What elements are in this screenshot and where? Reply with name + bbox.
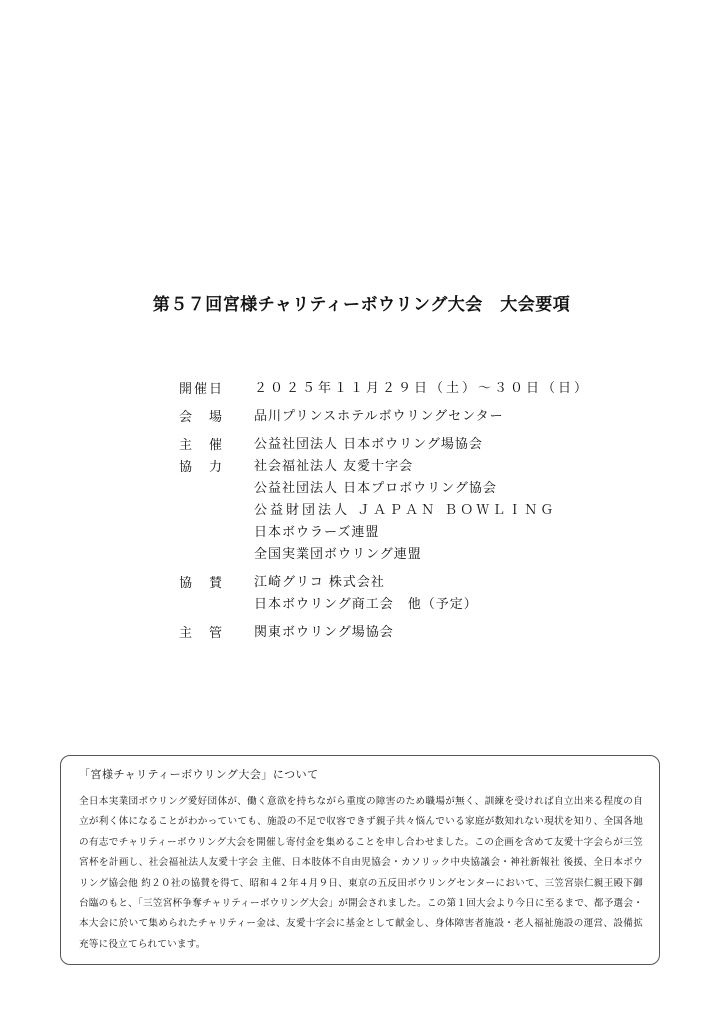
date-value: ２０２５年１１月２９日（土）～３０日（日） [254,381,591,396]
host-value: 公益社団法人 日本ボウリング場協会 [254,437,483,452]
venue-label: 会 場 [179,410,225,425]
host-label: 主 催 [179,438,225,453]
management-value: 関東ボウリング場協会 [254,625,394,640]
cooperation-label: 協 力 [179,460,225,475]
document-title: 第５７回宮様チャリティーボウリング大会 大会要項 [152,295,571,315]
cooperation-value-2: 公益社団法人 日本プロボウリング協会 [254,481,497,496]
detail-row-venue [179,406,504,428]
about-body: 全日本実業団ボウリング愛好団体が、働く意欲を持ちながら重度の障害のため職場が無く、訓練を受ければ自立出来る程度の自立が利く体になることがわかっていても、施設の不足で収容できず親子共々悩んでいる家庭が数知れない現状を知り、全国各地の有志でチャリティーボウリング大会を開催し寄付金を集めることを申し合わせました。この企画を含めて友愛十字会らが三笠宮杯を計画し、社会福祉法人友愛十字会 主催、日本肢体不自由児協会・カソリック中央協議会・神社新報社 後援、全日本ボウリング協会他 約２０社の協賛を得て、昭和４２年４月９日、東京の五反田ボウリングセンターにおいて、三笠宮崇仁親王殿下御台臨のもと、「三笠宮杯争奪チャリティーボウリング大会」が開会されました。この第１回大会より今日に至るまで、都予選会・本大会に於いて集められたチャリティー金は、友愛十字会に基金として献金し、身体障害者施設・老人福祉施設の運営、設備拡充等に役立てられています。 [79,796,643,950]
venue-value: 品川プリンスホテルボウリングセンター [254,409,504,424]
management-label: 主 管 [179,626,225,641]
detail-row-cooperation [179,456,556,566]
sponsor-label: 協 賛 [179,576,225,591]
about-box [60,755,660,965]
sponsor-value-1: 江崎グリコ 株式会社 [254,575,385,590]
cooperation-value-3: 公益財団法人 ＪＡＰＡＮ ＢＯＷＬＩＮＧ [254,503,557,518]
detail-row-sponsor [179,572,478,616]
cooperation-value-4: 日本ボウラーズ連盟 [254,525,380,540]
cooperation-value-1: 社会福祉法人 友愛十字会 [254,459,414,474]
about-heading: 「宮様チャリティーボウリング大会」について [79,768,319,781]
detail-row-date [179,378,590,400]
cooperation-value-5: 全国実業団ボウリング連盟 [254,547,422,562]
date-label: 開催日 [179,382,225,397]
detail-row-host [179,434,483,456]
detail-row-management [179,622,394,644]
sponsor-value-2: 日本ボウリング商工会 他（予定） [254,597,478,612]
